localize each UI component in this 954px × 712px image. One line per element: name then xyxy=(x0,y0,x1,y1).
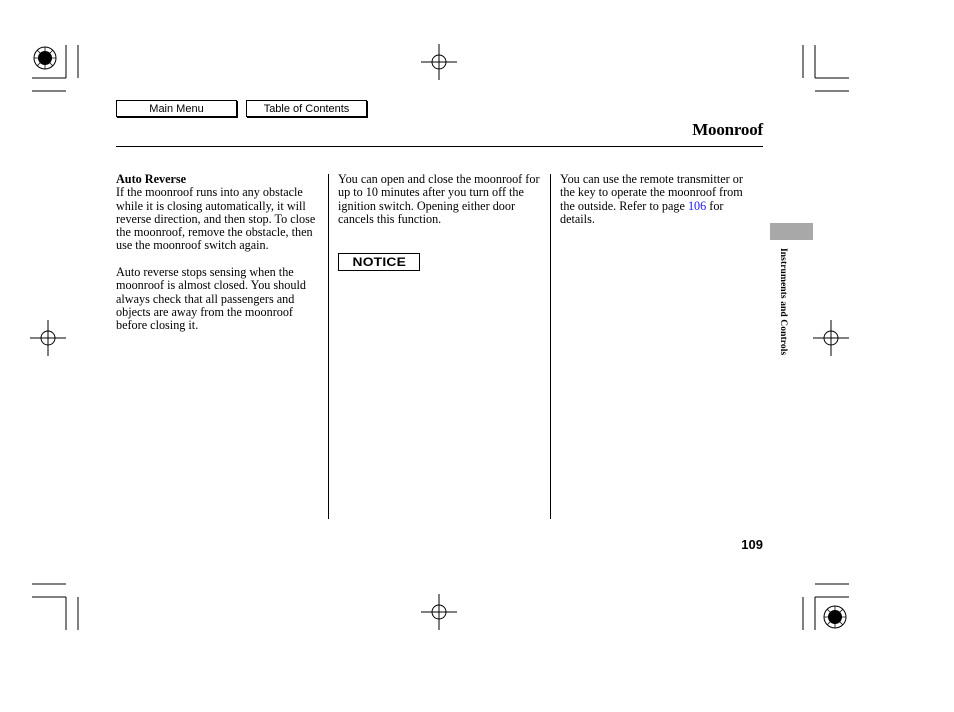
main-menu-button[interactable]: Main Menu xyxy=(116,100,237,117)
title-rule xyxy=(116,146,763,147)
column-divider-2 xyxy=(550,174,551,519)
remote-transmitter-text: You can use the remote transmitter or the key to operate the moonroof from the outside. Refer to page xyxy=(560,172,743,213)
notice-label xyxy=(338,253,420,271)
page-title: Moonroof xyxy=(692,120,763,139)
column-divider-1 xyxy=(328,174,329,519)
auto-reverse-paragraph-2: Auto reverse stops sensing when the moonroof is almost closed. You should always check that all passengers and objects are away from the moonroof before closing it. xyxy=(116,265,306,333)
notice-label-text: NOTICE xyxy=(352,255,406,269)
section-label: Instruments and Controls xyxy=(778,248,788,356)
column-3 xyxy=(560,173,760,226)
column-1 xyxy=(116,173,322,333)
auto-reverse-heading: Auto Reverse xyxy=(116,172,187,186)
page-106-link[interactable]: 106 xyxy=(687,198,707,213)
section-tab xyxy=(770,223,813,240)
table-of-contents-button[interactable]: Table of Contents xyxy=(246,100,367,117)
remote-transmitter-suffix: for details. xyxy=(560,198,724,226)
page-number: 109 xyxy=(741,537,763,552)
column-2 xyxy=(338,173,540,226)
auto-reverse-paragraph-1: If the moonroof runs into any obstacle while it is closing automatically, it will reverse direction, and then stop. To close the moonroof, remove the obstacle, then use the moonroof switch again. xyxy=(116,185,316,253)
remote-transmitter-paragraph xyxy=(560,173,760,226)
ignition-off-paragraph: You can open and close the moonroof for up to 10 minutes after you turn off the ignition switch. Opening either door cancels this function. xyxy=(338,172,540,226)
